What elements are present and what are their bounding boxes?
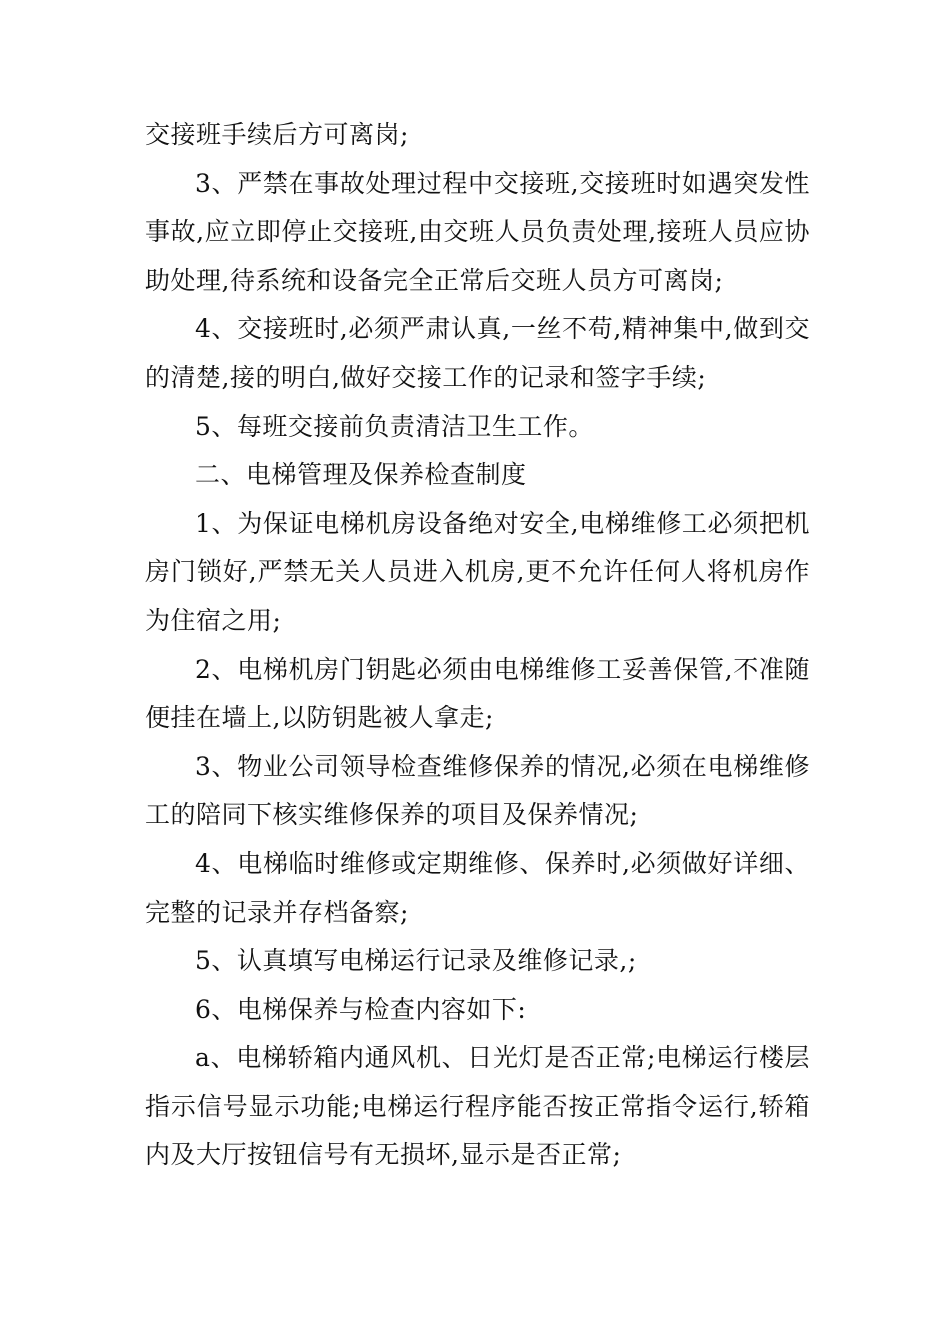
paragraph-elevator-1: 1、为保证电梯机房设备绝对安全,电梯维修工必须把机房门锁好,严禁无关人员进入机房,更不允许任何人将机房作为住宿之用; [145, 508, 810, 635]
paragraph-handover-end: 交接班手续后方可离岗; [145, 120, 409, 149]
document-body [145, 111, 810, 1180]
paragraph-elevator-6a: a、电梯轿箱内通风机、日光灯是否正常;电梯运行楼层指示信号显示功能;电梯运行程序能否按正常指令运行,轿箱内及大厅按钮信号有无损坏,显示是否正常; [145, 1043, 810, 1170]
paragraph-elevator-2: 2、电梯机房门钥匙必须由电梯维修工妥善保管,不准随便挂在墙上,以防钥匙被人拿走; [145, 654, 810, 733]
paragraph-handover-5: 5、每班交接前负责清洁卫生工作。 [195, 411, 594, 441]
paragraph-elevator-6: 6、电梯保养与检查内容如下: [195, 994, 527, 1024]
paragraph-elevator-4: 4、电梯临时维修或定期维修、保养时,必须做好详细、完整的记录并存档备察; [145, 848, 810, 927]
section-heading-elevator: 二、电梯管理及保养检查制度 [195, 460, 527, 490]
paragraph-elevator-3: 3、物业公司领导检查维修保养的情况,必须在电梯维修工的陪同下核实维修保养的项目及保养情况; [145, 751, 810, 830]
paragraph-handover-3: 3、严禁在事故处理过程中交接班,交接班时如遇突发性事故,应立即停止交接班,由交班人员负责处理,接班人员应协助处理,待系统和设备完全正常后交班人员方可离岗; [145, 168, 810, 295]
paragraph-elevator-5: 5、认真填写电梯运行记录及维修记录,; [195, 946, 637, 976]
paragraph-handover-4: 4、交接班时,必须严肃认真,一丝不苟,精神集中,做到交的清楚,接的明白,做好交接工作的记录和签字手续; [145, 314, 810, 392]
